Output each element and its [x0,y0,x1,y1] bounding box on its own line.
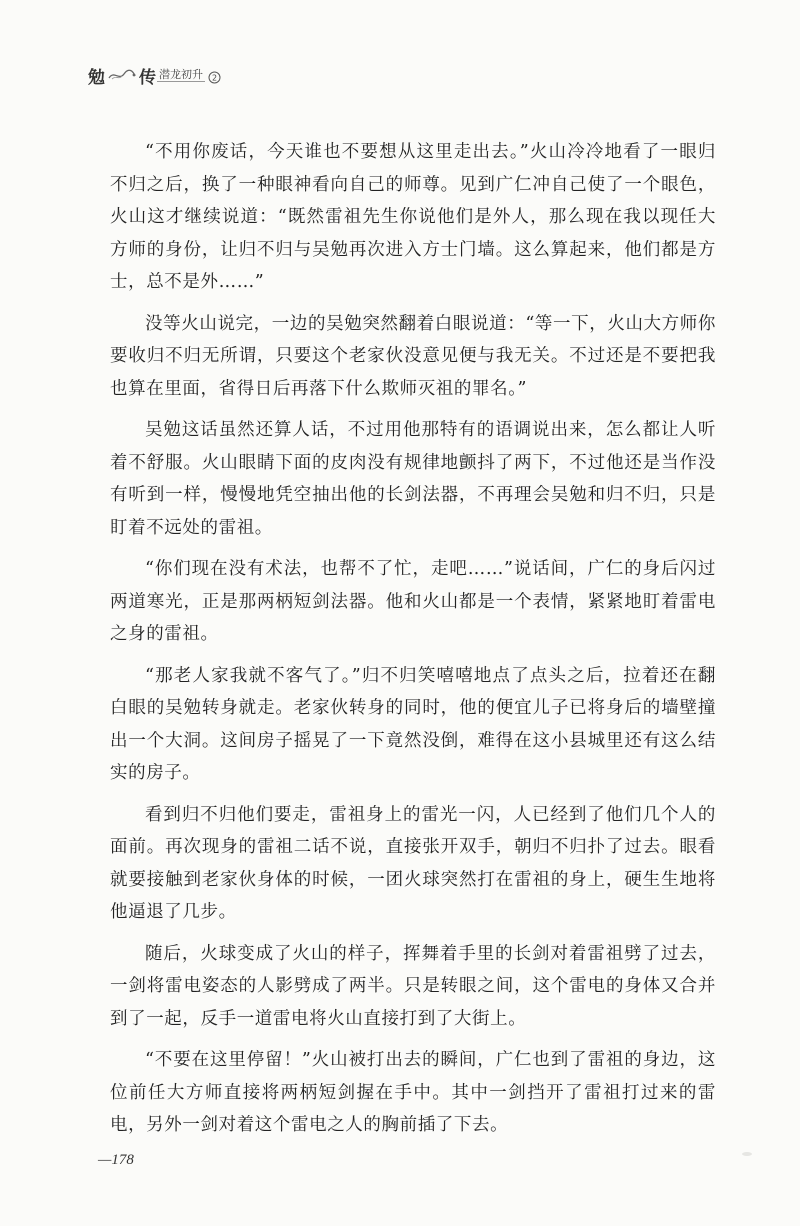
dragon-icon [107,67,137,83]
paragraph: 没等火山说完，一边的吴勉突然翻着白眼说道：“等一下，火山大方师你要收归不归无所谓，只要这个老家伙没意见便与我无关。不过还是不要把我也算在里面，省得日后再落下什么欺师灭祖的罪名。” [110,313,716,399]
volume-number: 2 [211,73,218,83]
paragraph: 随后，火球变成了火山的样子，挥舞着手里的长剑对着雷祖劈了过去，一剑将雷电姿态的人影劈成了两半。只是转眼之间，这个雷电的身体又合并到了一起，反手一道雷电将火山直接打到了大街上。 [110,943,716,1029]
paragraph: “不要在这里停留！”火山被打出去的瞬间，广仁也到了雷祖的身边，这位前任大方师直接将两柄短剑握在手中。其中一剑挡开了雷祖打过来的雷电，另外一剑对着这个雷电之人的胸前插了下去。 [110,1050,716,1135]
header-subtitle: 潜龙初升 [159,68,203,81]
volume-number-icon [208,69,221,82]
paragraph: “那老人家我就不客气了。”归不归笑嘻嘻地点了点头之后，拉着还在翻白眼的吴勉转身就走。老家伙转身的同时，他的便宜儿子已将身后的墙壁撞出一个大洞。这间房子摇晃了一下竟然没倒，难得在这小县城里还有这么结实的房子。 [110,665,716,783]
body-text [110,136,716,1151]
paragraph: 看到归不归他们要走，雷祖身上的雷光一闪，人已经到了他们几个人的面前。再次现身的雷祖二话不说，直接张开双手，朝归不归扑了过去。眼看就要接触到老家伙身体的时候，一团火球突然打在雷祖的身上，硬生生地将他逼退了几步。 [110,804,716,922]
running-header [88,60,221,90]
header-title-char-2: 传 [139,67,156,88]
paragraph: 吴勉这话虽然还算人话，不过用他那特有的语调说出来，怎么都让人听着不舒服。火山眼睛下面的皮肉没有规律地颤抖了两下，不过他还是当作没有听到一样，慢慢地凭空抽出他的长剑法器，不再理会吴勉和归不归，只是盯着不远处的雷祖。 [110,420,716,538]
scan-speck [742,1152,752,1156]
header-title-char-1: 勉 [88,67,105,88]
paragraph: “你们现在没有术法，也帮不了忙，走吧……”说话间，广仁的身后闪过两道寒光，正是那两柄短剑法器。他和火山都是一个表情，紧紧地盯着雷电之身的雷祖。 [110,559,716,644]
page-number: —178 [98,1152,134,1168]
paragraph: “不用你废话，今天谁也不要想从这里走出去。”火山冷冷地看了一眼归不归之后，换了一种眼神看向自己的师尊。见到广仁冲自己使了一个眼色，火山这才继续说道：“既然雷祖先生你说他们是外人，那么现在我以现任大方师的身份，让归不归与吴勉再次进入方士门墙。这么算起来，他们都是方士，总不是外……” [110,142,716,292]
